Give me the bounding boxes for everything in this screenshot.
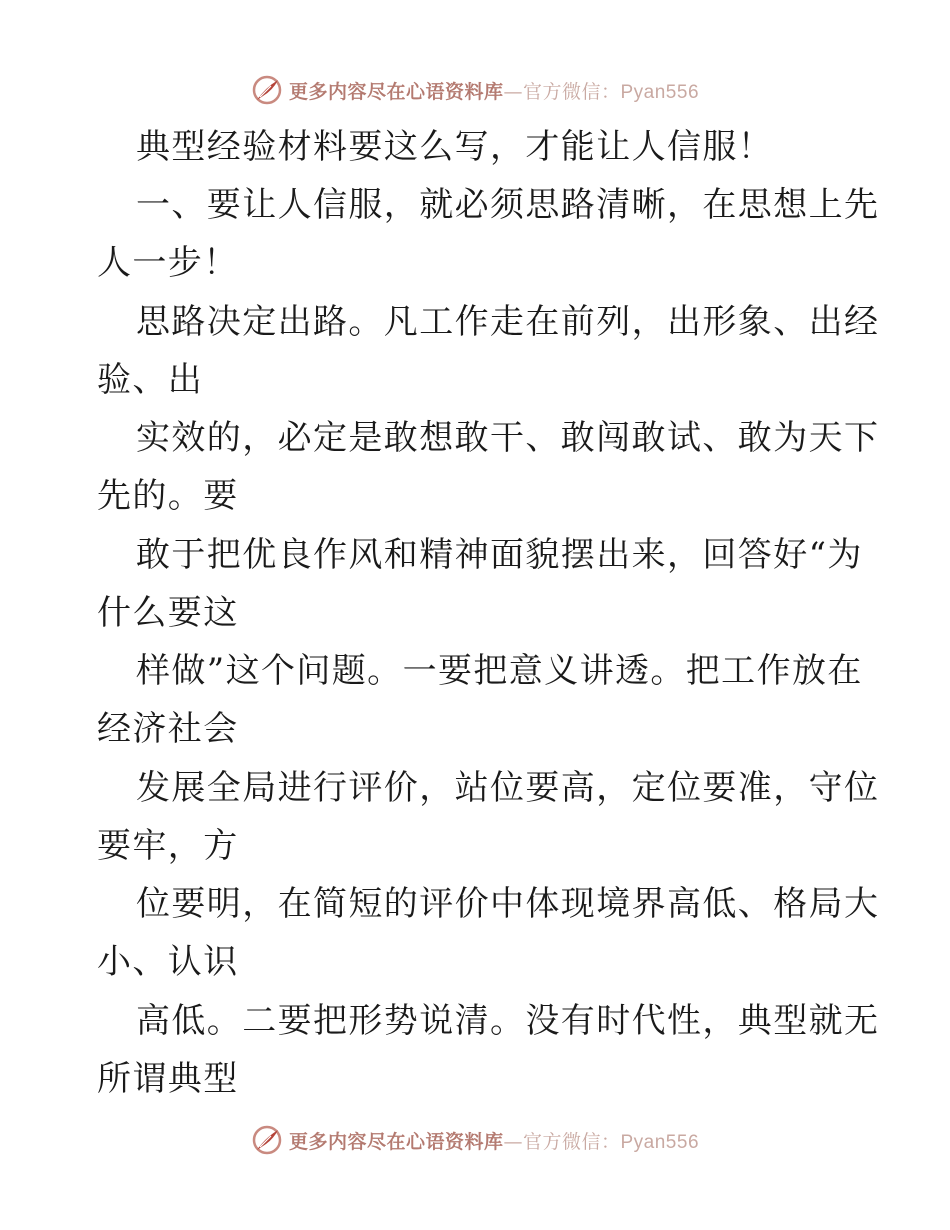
footer-wechat-id: Pyan556 <box>620 1131 700 1153</box>
footer-site-name: 更多内容尽在心语资料库 <box>288 1130 504 1153</box>
header-banner <box>0 70 950 110</box>
paragraph-line: 高低。二要把形势说清。没有时代性，典型就无 <box>136 1001 880 1041</box>
header-site-name: 更多内容尽在心语资料库 <box>288 80 504 103</box>
paragraph-line: 实效的，必定是敢想敢干、敢闯敢试、敢为天下 <box>136 418 880 458</box>
header-wechat-label: 官方微信： <box>522 80 621 103</box>
paragraph-line: 验、出 <box>97 360 204 400</box>
footer-banner <box>0 1120 950 1160</box>
paragraph-line: 小、认识 <box>97 942 239 982</box>
paragraph-line: 什么要这 <box>97 593 239 633</box>
paragraph-line: 敢于把优良作风和精神面貌摆出来，回答好“为 <box>136 535 863 575</box>
paragraph-line: 先的。要 <box>97 476 239 516</box>
header-separator: — <box>503 80 523 103</box>
footer-wechat-label: 官方微信： <box>522 1130 621 1153</box>
paragraph-line: 位要明，在简短的评价中体现境界高低、格局大 <box>136 884 880 924</box>
paragraph-line: 所谓典型 <box>97 1059 239 1099</box>
paragraph-line: 要牢，方 <box>97 826 239 866</box>
header-banner-text <box>289 77 699 104</box>
paragraph-line: 思路决定出路。凡工作走在前列，出形象、出经 <box>136 302 880 342</box>
quill-pen-logo-icon <box>251 74 283 106</box>
footer-banner-text <box>289 1127 699 1154</box>
paragraph-line: 人一步！ <box>97 243 239 283</box>
document-title: 典型经验材料要这么写，才能让人信服！ <box>136 127 774 167</box>
footer-separator: — <box>503 1130 523 1153</box>
quill-pen-logo-icon <box>251 1124 283 1156</box>
paragraph-line: 一、要让人信服，就必须思路清晰，在思想上先 <box>136 185 880 225</box>
paragraph-line: 样做”这个问题。一要把意义讲透。把工作放在 <box>136 651 863 691</box>
paragraph-line: 经济社会 <box>97 709 239 749</box>
paragraph-line: 发展全局进行评价，站位要高，定位要准，守位 <box>136 768 880 808</box>
header-wechat-id: Pyan556 <box>620 81 700 103</box>
